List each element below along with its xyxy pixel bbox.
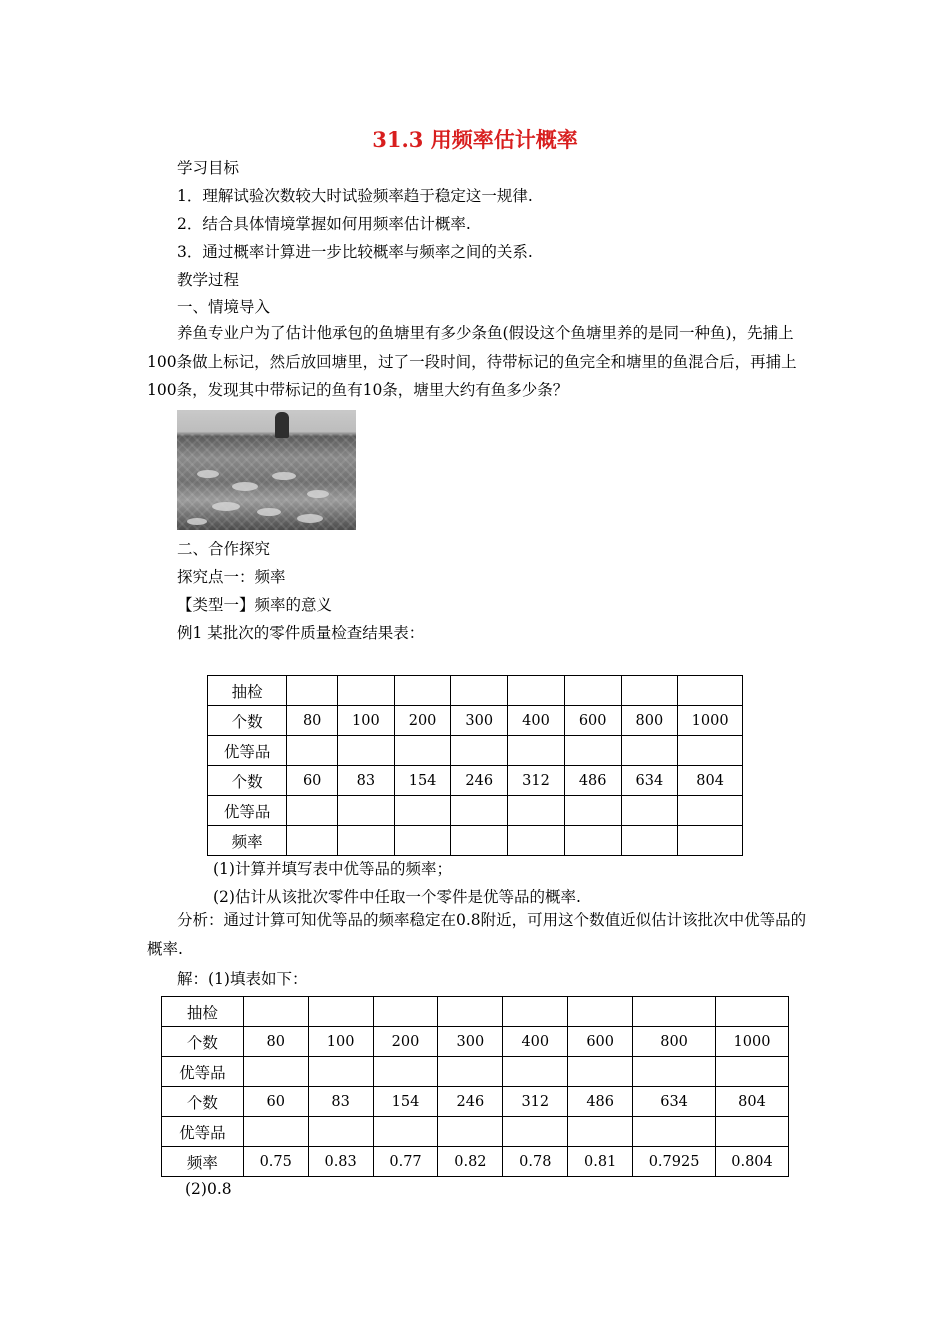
process-heading: 教学过程 (177, 271, 240, 289)
table-cell: 0.78 (503, 1147, 568, 1177)
table-cell: 80 (287, 706, 338, 736)
fish-shape (257, 508, 281, 516)
table-cell: 246 (451, 766, 508, 796)
table-row (162, 1057, 789, 1087)
fish-shape (212, 502, 240, 511)
section-2-heading: 二、合作探究 (177, 540, 271, 558)
table-cell: 100 (308, 1027, 373, 1057)
table-cell: 200 (394, 706, 451, 736)
table-cell: 0.81 (568, 1147, 633, 1177)
row-label: 个数 (208, 706, 287, 736)
page-title: 31.3 用频率估计概率 (372, 127, 578, 152)
table-row (208, 796, 743, 826)
fisherman-figure (275, 412, 289, 438)
table-row (208, 766, 743, 796)
table-row (162, 1117, 789, 1147)
fish-shape (272, 472, 296, 480)
table-cell: 0.77 (373, 1147, 438, 1177)
table-cell: 634 (633, 1087, 716, 1117)
row-label: 个数 (162, 1027, 244, 1057)
example-1: 例1 某批次的零件质量检查结果表： (177, 624, 425, 642)
table-row (162, 1147, 789, 1177)
table-cell: 804 (716, 1087, 789, 1117)
table-cell: 154 (394, 766, 451, 796)
table-cell: 300 (438, 1027, 503, 1057)
answer-2: (2)0.8 (185, 1180, 232, 1198)
table-cell: 1000 (678, 706, 743, 736)
table-cell: 246 (438, 1087, 503, 1117)
objective-2: 2．结合具体情境掌握如何用频率估计概率. (177, 215, 471, 233)
table-row (208, 736, 743, 766)
section-1-heading: 一、情境导入 (177, 298, 271, 316)
row-label: 优等品 (162, 1057, 244, 1087)
row-label: 抽检 (162, 997, 244, 1027)
intro-paragraph: 养鱼专业户为了估计他承包的鱼塘里有多少条鱼(假设这个鱼塘里养的是同一种鱼)，先捕上100条做上标记，然后放回塘里，过了一段时间，待带标记的鱼完全和塘里的鱼混合后，再捕上100条，发现其中带标记的鱼有10条，塘里大约有鱼多少条？ (147, 324, 797, 399)
fish-shape (307, 490, 329, 498)
table-cell: 634 (621, 766, 678, 796)
row-label: 个数 (208, 766, 287, 796)
table-cell: 486 (568, 1087, 633, 1117)
point-1-heading: 探究点一：频率 (177, 568, 286, 586)
table-cell: 800 (621, 706, 678, 736)
type-1-heading: 【类型一】频率的意义 (177, 596, 333, 614)
table-cell: 804 (678, 766, 743, 796)
table-row (208, 826, 743, 856)
table-cell: 100 (338, 706, 395, 736)
row-label: 优等品 (162, 1117, 244, 1147)
question-2: (2)估计从该批次零件中任取一个零件是优等品的概率. (213, 888, 581, 906)
objectives-heading: 学习目标 (177, 159, 240, 177)
table-cell: 1000 (716, 1027, 789, 1057)
row-label: 抽检 (208, 676, 287, 706)
table-cell: 300 (451, 706, 508, 736)
table-row (208, 676, 743, 706)
table-cell: 400 (508, 706, 565, 736)
table-cell: 312 (508, 766, 565, 796)
row-label: 个数 (162, 1087, 244, 1117)
table-cell: 486 (564, 766, 621, 796)
table-cell: 154 (373, 1087, 438, 1117)
table-cell: 600 (568, 1027, 633, 1057)
table-row (162, 1087, 789, 1117)
fish-shape (187, 518, 207, 525)
table-cell: 600 (564, 706, 621, 736)
table-cell: 400 (503, 1027, 568, 1057)
table-row (162, 1027, 789, 1057)
table-cell: 200 (373, 1027, 438, 1057)
fish-shape (232, 482, 258, 491)
table-cell: 0.83 (308, 1147, 373, 1177)
fish-shape (297, 514, 323, 523)
solution-intro: 解：(1)填表如下： (177, 970, 308, 988)
table-cell: 0.75 (243, 1147, 308, 1177)
row-label: 频率 (208, 826, 287, 856)
quality-table-filled (161, 996, 789, 1177)
fish-shape (197, 470, 219, 478)
table-cell: 60 (243, 1087, 308, 1117)
table-cell: 83 (338, 766, 395, 796)
quality-table-blank (207, 675, 743, 856)
table-row (208, 706, 743, 736)
row-label: 优等品 (208, 736, 287, 766)
table-cell: 312 (503, 1087, 568, 1117)
table-cell: 83 (308, 1087, 373, 1117)
analysis-paragraph: 分析：通过计算可知优等品的频率稳定在0.8附近，可用这个数值近似估计该批次中优等品的概率. (147, 911, 807, 958)
table-cell: 800 (633, 1027, 716, 1057)
fish-pond-photo (177, 410, 356, 530)
table-cell: 80 (243, 1027, 308, 1057)
objective-1: 1．理解试验次数较大时试验频率趋于稳定这一规律. (177, 187, 533, 205)
table-cell: 0.7925 (633, 1147, 716, 1177)
table-cell: 0.82 (438, 1147, 503, 1177)
row-label: 频率 (162, 1147, 244, 1177)
table-cell: 60 (287, 766, 338, 796)
question-1: (1)计算并填写表中优等品的频率； (213, 860, 452, 878)
table-row (162, 997, 789, 1027)
table-cell: 0.804 (716, 1147, 789, 1177)
row-label: 优等品 (208, 796, 287, 826)
objective-3: 3．通过概率计算进一步比较概率与频率之间的关系. (177, 243, 533, 261)
